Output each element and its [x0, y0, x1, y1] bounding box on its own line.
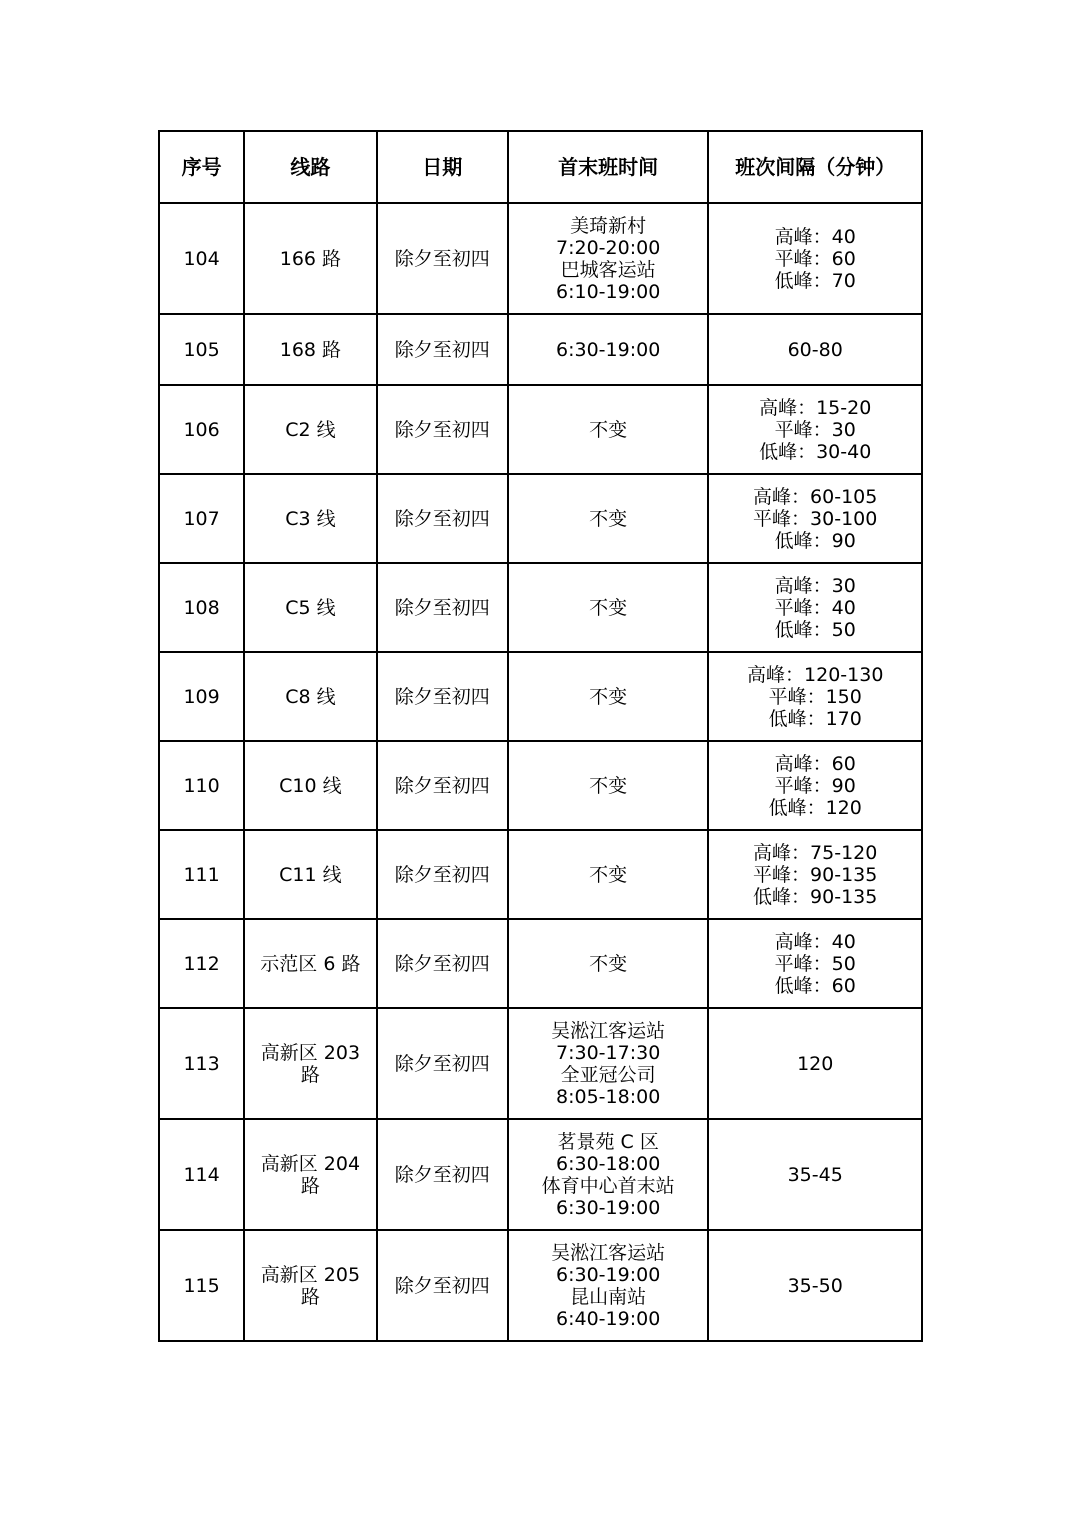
- interval-cell: [708, 1230, 922, 1341]
- seq-cell: 110: [159, 741, 244, 830]
- route-cell: C3 线: [244, 474, 376, 563]
- time-line: 不变: [589, 863, 628, 886]
- interval-line: 120: [797, 1052, 834, 1075]
- time-line: 美琦新村: [570, 214, 647, 237]
- time-line: 巴城客运站: [560, 258, 656, 281]
- date-cell: 除夕至初四: [377, 203, 508, 314]
- interval-cell: [708, 203, 922, 314]
- route-cell: 166 路: [244, 203, 376, 314]
- interval-line: 低峰：50: [774, 618, 856, 641]
- interval-line: 平峰：30-100: [753, 507, 878, 530]
- interval-cell: [708, 314, 922, 385]
- seq-cell: 106: [159, 385, 244, 474]
- route-cell: C8 线: [244, 652, 376, 741]
- table-row: [159, 314, 922, 385]
- header-interval: 班次间隔（分钟）: [708, 131, 922, 203]
- route-cell: C5 线: [244, 563, 376, 652]
- time-cell: [508, 385, 709, 474]
- date-cell: 除夕至初四: [377, 563, 508, 652]
- interval-cell: [708, 563, 922, 652]
- interval-cell: [708, 385, 922, 474]
- table-row: [159, 474, 922, 563]
- route-cell: [244, 1230, 376, 1341]
- seq-cell: 108: [159, 563, 244, 652]
- route-line: 高新区 205: [260, 1263, 361, 1286]
- date-cell: 除夕至初四: [377, 652, 508, 741]
- route-cell: C10 线: [244, 741, 376, 830]
- route-cell: 示范区 6 路: [244, 919, 376, 1008]
- time-line: 体育中心首末站: [541, 1174, 675, 1197]
- seq-cell: 107: [159, 474, 244, 563]
- interval-line: 低峰：90: [774, 529, 856, 552]
- interval-line: 低峰：90-135: [753, 885, 878, 908]
- seq-cell: 114: [159, 1119, 244, 1230]
- route-line: 高新区 203: [260, 1041, 361, 1064]
- interval-line: 高峰：60: [774, 752, 856, 775]
- table-row: [159, 385, 922, 474]
- time-line: 全亚冠公司: [560, 1063, 656, 1086]
- interval-cell: [708, 474, 922, 563]
- interval-cell: [708, 741, 922, 830]
- interval-line: 低峰：70: [774, 269, 856, 292]
- time-cell: [508, 1230, 709, 1341]
- route-cell: [244, 1119, 376, 1230]
- time-line: 不变: [589, 596, 628, 619]
- route-line: 路: [300, 1285, 320, 1308]
- table-row: [159, 741, 922, 830]
- route-cell: C11 线: [244, 830, 376, 919]
- route-cell: 168 路: [244, 314, 376, 385]
- header-time: 首末班时间: [508, 131, 709, 203]
- time-line: 6:30-18:00: [556, 1152, 661, 1175]
- table-row: [159, 1119, 922, 1230]
- interval-line: 低峰：120: [768, 796, 862, 819]
- seq-cell: 104: [159, 203, 244, 314]
- time-line: 不变: [589, 507, 628, 530]
- interval-cell: [708, 1119, 922, 1230]
- interval-line: 低峰：170: [768, 707, 862, 730]
- interval-cell: [708, 652, 922, 741]
- time-cell: [508, 919, 709, 1008]
- time-line: 6:30-19:00: [556, 1263, 661, 1286]
- interval-cell: [708, 919, 922, 1008]
- interval-line: 高峰：120-130: [747, 663, 884, 686]
- seq-cell: 115: [159, 1230, 244, 1341]
- table-row: [159, 919, 922, 1008]
- interval-line: 低峰：30-40: [759, 440, 872, 463]
- interval-line: 高峰：40: [774, 225, 856, 248]
- bus-schedule-table: [158, 130, 923, 1342]
- time-cell: [508, 1008, 709, 1119]
- interval-line: 低峰：60: [774, 974, 856, 997]
- time-line: 吴淞江客运站: [551, 1019, 666, 1042]
- interval-line: 高峰：15-20: [759, 396, 872, 419]
- time-line: 不变: [589, 774, 628, 797]
- header-date: 日期: [377, 131, 508, 203]
- table-row: [159, 1230, 922, 1341]
- time-line: 6:40-19:00: [556, 1307, 661, 1330]
- interval-line: 平峰：60: [774, 247, 856, 270]
- time-line: 6:10-19:00: [556, 280, 661, 303]
- time-cell: [508, 314, 709, 385]
- interval-line: 高峰：30: [774, 574, 856, 597]
- table-row: [159, 203, 922, 314]
- interval-line: 高峰：40: [774, 930, 856, 953]
- time-cell: [508, 1119, 709, 1230]
- table-row: [159, 1008, 922, 1119]
- time-line: 7:30-17:30: [556, 1041, 661, 1064]
- time-line: 不变: [589, 418, 628, 441]
- route-line: 路: [300, 1063, 320, 1086]
- interval-line: 平峰：50: [774, 952, 856, 975]
- interval-line: 平峰：90-135: [753, 863, 878, 886]
- seq-cell: 105: [159, 314, 244, 385]
- seq-cell: 113: [159, 1008, 244, 1119]
- time-cell: [508, 830, 709, 919]
- table-header-row: [159, 131, 922, 203]
- route-cell: [244, 1008, 376, 1119]
- time-cell: [508, 741, 709, 830]
- time-line: 6:30-19:00: [556, 1196, 661, 1219]
- interval-line: 平峰：30: [774, 418, 856, 441]
- route-line: 路: [300, 1174, 320, 1197]
- seq-cell: 111: [159, 830, 244, 919]
- date-cell: 除夕至初四: [377, 741, 508, 830]
- interval-cell: [708, 1008, 922, 1119]
- time-line: 不变: [589, 685, 628, 708]
- time-line: 8:05-18:00: [556, 1085, 661, 1108]
- interval-line: 35-45: [787, 1163, 843, 1186]
- date-cell: 除夕至初四: [377, 1008, 508, 1119]
- time-cell: [508, 474, 709, 563]
- interval-line: 平峰：90: [774, 774, 856, 797]
- time-line: 昆山南站: [570, 1285, 647, 1308]
- interval-cell: [708, 830, 922, 919]
- time-line: 不变: [589, 952, 628, 975]
- time-cell: [508, 203, 709, 314]
- date-cell: 除夕至初四: [377, 474, 508, 563]
- interval-line: 平峰：40: [774, 596, 856, 619]
- interval-line: 平峰：150: [768, 685, 862, 708]
- table-row: [159, 830, 922, 919]
- time-line: 茗景苑 C 区: [557, 1130, 659, 1153]
- interval-line: 60-80: [787, 338, 843, 361]
- route-line: 高新区 204: [260, 1152, 361, 1175]
- seq-cell: 109: [159, 652, 244, 741]
- date-cell: 除夕至初四: [377, 1119, 508, 1230]
- date-cell: 除夕至初四: [377, 1230, 508, 1341]
- date-cell: 除夕至初四: [377, 314, 508, 385]
- interval-line: 35-50: [787, 1274, 843, 1297]
- interval-line: 高峰：60-105: [753, 485, 878, 508]
- time-cell: [508, 563, 709, 652]
- time-cell: [508, 652, 709, 741]
- time-line: 吴淞江客运站: [551, 1241, 666, 1264]
- time-line: 7:20-20:00: [556, 236, 661, 259]
- table-row: [159, 563, 922, 652]
- date-cell: 除夕至初四: [377, 919, 508, 1008]
- header-seq: 序号: [159, 131, 244, 203]
- date-cell: 除夕至初四: [377, 385, 508, 474]
- date-cell: 除夕至初四: [377, 830, 508, 919]
- seq-cell: 112: [159, 919, 244, 1008]
- time-line: 6:30-19:00: [556, 338, 661, 361]
- table-row: [159, 652, 922, 741]
- header-route: 线路: [244, 131, 376, 203]
- route-cell: C2 线: [244, 385, 376, 474]
- interval-line: 高峰：75-120: [753, 841, 878, 864]
